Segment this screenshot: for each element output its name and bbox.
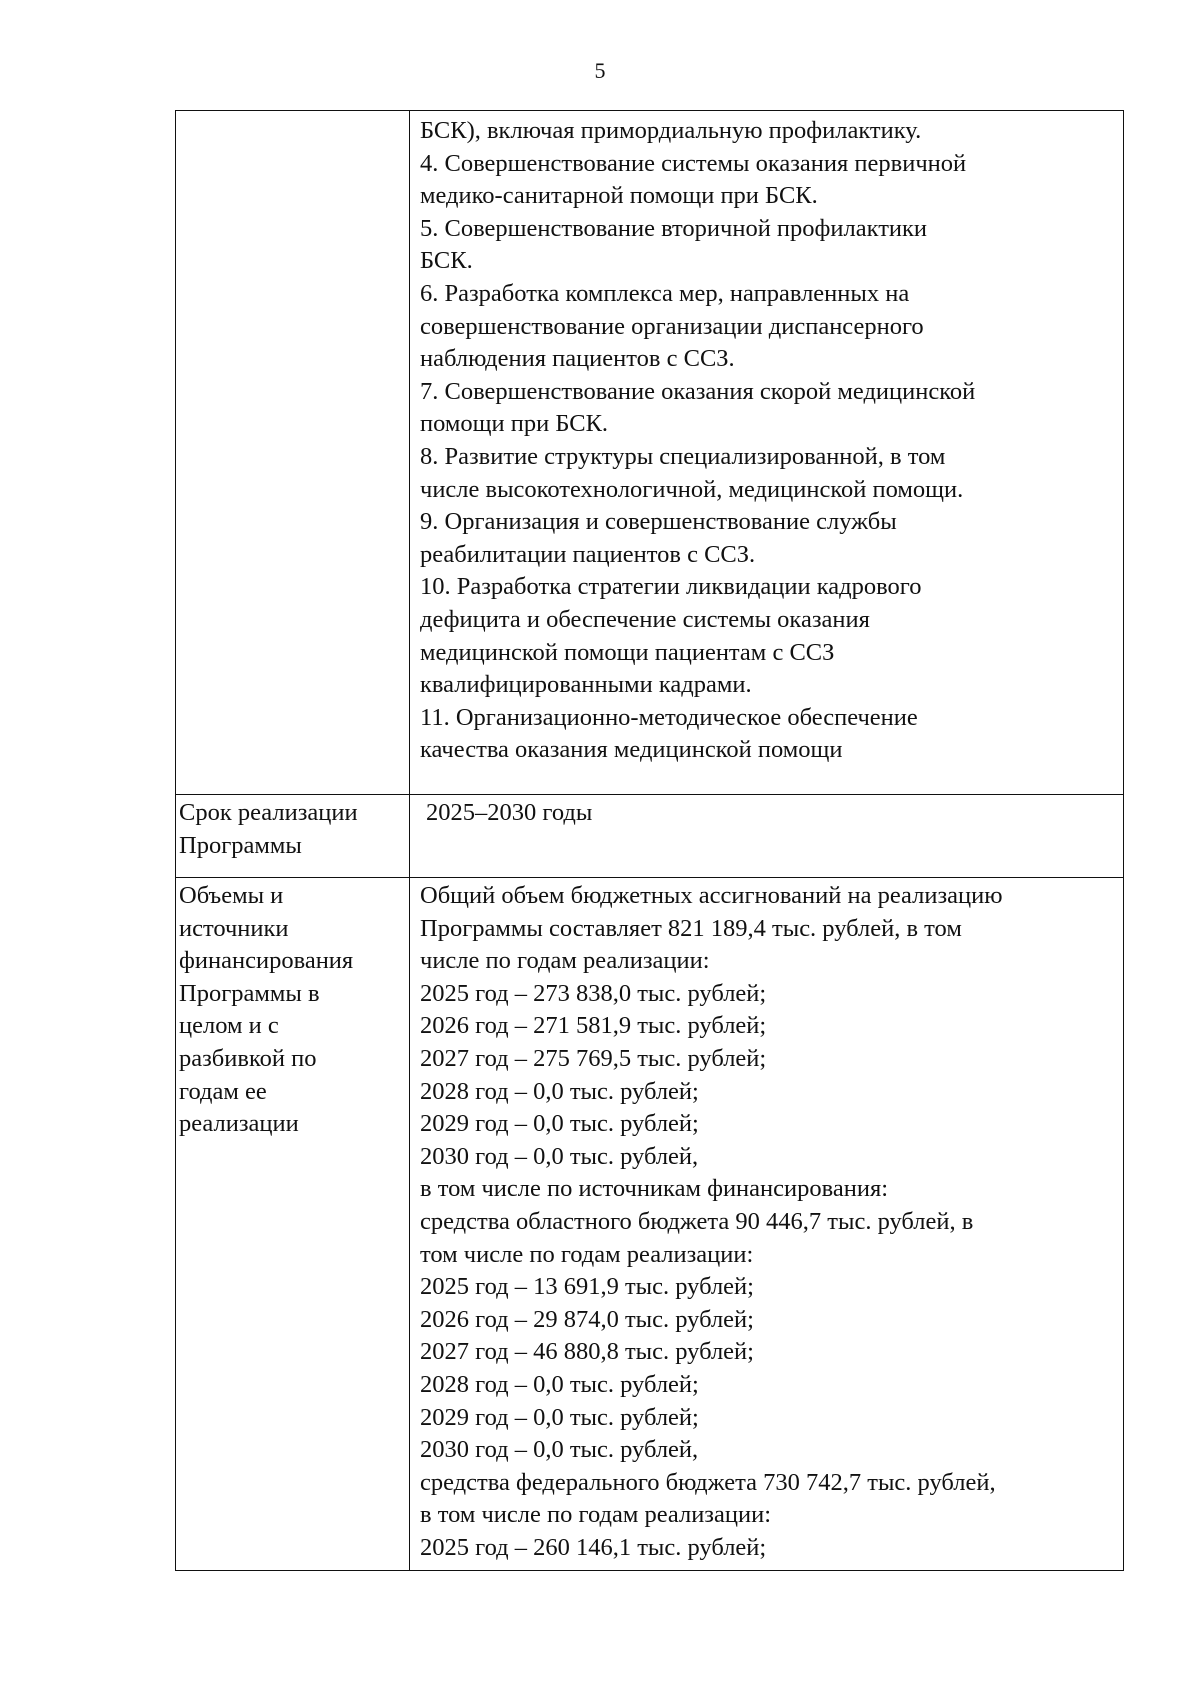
row-label-cell bbox=[176, 111, 410, 795]
row-content bbox=[410, 795, 1123, 830]
text-line: 9. Организация и совершенствование службы bbox=[420, 508, 897, 536]
row-label bbox=[176, 795, 409, 862]
text-line: 10. Разработка стратегии ликвидации кадрового bbox=[420, 573, 922, 601]
text-line: Срок реализации bbox=[179, 799, 358, 826]
text-line: финансирования bbox=[179, 947, 354, 975]
table-row-tasks bbox=[176, 111, 1124, 795]
table-row-funding bbox=[176, 878, 1124, 1571]
text-line: Программы в bbox=[179, 979, 320, 1007]
text-line: медицинской помощи пациентам с ССЗ bbox=[420, 638, 835, 666]
text-line: реабилитации пациентов с ССЗ. bbox=[420, 540, 756, 568]
text-line: БСК), включая примордиальную профилактику. bbox=[420, 117, 922, 144]
text-line: 2028 год – 0,0 тыс. рублей; bbox=[420, 1370, 699, 1398]
text-line: медико-санитарной помощи при БСК. bbox=[420, 182, 818, 210]
text-line: 2029 год – 0,0 тыс. рублей; bbox=[420, 1110, 699, 1138]
table-row-term bbox=[176, 795, 1124, 878]
text-line: 2025 год – 260 146,1 тыс. рублей; bbox=[420, 1533, 767, 1561]
text-line: наблюдения пациентов с ССЗ. bbox=[420, 345, 735, 373]
text-line: разбивкой по bbox=[179, 1044, 317, 1072]
text-line: Программы bbox=[179, 831, 302, 859]
row-content-cell bbox=[410, 111, 1124, 795]
row-content bbox=[410, 111, 1123, 767]
row-content-cell bbox=[410, 795, 1124, 878]
text-line: реализации bbox=[179, 1110, 299, 1138]
text-line: 2030 год – 0,0 тыс. рублей, bbox=[420, 1436, 699, 1464]
row-label bbox=[176, 878, 409, 1141]
text-line: 8. Развитие структуры специализированной, в том bbox=[420, 442, 946, 470]
program-passport-table bbox=[175, 110, 1124, 1571]
text-line: качества оказания медицинской помощи bbox=[420, 736, 843, 764]
text-line: 2025–2030 годы bbox=[426, 799, 593, 826]
text-line: 6. Разработка комплекса мер, направленных на bbox=[420, 279, 910, 307]
text-line: средства федерального бюджета 730 742,7 тыс. рублей, bbox=[420, 1468, 996, 1496]
text-line: Объемы и bbox=[179, 882, 284, 909]
text-line: 2026 год – 29 874,0 тыс. рублей; bbox=[420, 1305, 754, 1333]
row-label-cell bbox=[176, 878, 410, 1571]
text-line: 7. Совершенствование оказания скорой медицинской bbox=[420, 377, 976, 405]
text-line: дефицита и обеспечение системы оказания bbox=[420, 605, 870, 633]
text-line: 2025 год – 13 691,9 тыс. рублей; bbox=[420, 1273, 754, 1301]
text-line: Общий объем бюджетных ассигнований на реализацию bbox=[420, 882, 1003, 909]
text-line: 11. Организационно-методическое обеспечение bbox=[420, 703, 918, 731]
text-line: 2027 год – 275 769,5 тыс. рублей; bbox=[420, 1044, 767, 1072]
text-line: квалифицированными кадрами. bbox=[420, 671, 752, 699]
text-line: источники bbox=[179, 914, 289, 942]
text-line: средства областного бюджета 90 446,7 тыс. рублей, в bbox=[420, 1207, 974, 1235]
text-line: совершенствование организации диспансерного bbox=[420, 312, 924, 340]
row-content bbox=[410, 878, 1123, 1564]
text-line: 2029 год – 0,0 тыс. рублей; bbox=[420, 1403, 699, 1431]
text-line: в том числе по годам реализации: bbox=[420, 1501, 772, 1529]
text-line: 2026 год – 271 581,9 тыс. рублей; bbox=[420, 1012, 767, 1040]
text-line: числе высокотехнологичной, медицинской помощи. bbox=[420, 475, 964, 503]
text-line: 2028 год – 0,0 тыс. рублей; bbox=[420, 1077, 699, 1105]
text-line: в том числе по источникам финансирования: bbox=[420, 1175, 889, 1203]
page-number: 5 bbox=[594, 58, 606, 83]
text-line: том числе по годам реализации: bbox=[420, 1240, 754, 1268]
text-line: БСК. bbox=[420, 247, 473, 275]
text-line: 4. Совершенствование системы оказания первичной bbox=[420, 149, 967, 177]
row-label-cell bbox=[176, 795, 410, 878]
text-line: помощи при БСК. bbox=[420, 410, 609, 438]
text-line: 5. Совершенствование вторичной профилактики bbox=[420, 214, 928, 242]
text-line: 2027 год – 46 880,8 тыс. рублей; bbox=[420, 1338, 754, 1366]
row-content-cell bbox=[410, 878, 1124, 1571]
text-line: 2025 год – 273 838,0 тыс. рублей; bbox=[420, 979, 767, 1007]
text-line: Программы составляет 821 189,4 тыс. рублей, в том bbox=[420, 914, 962, 942]
text-line: числе по годам реализации: bbox=[420, 947, 710, 975]
text-line: годам ее bbox=[179, 1077, 267, 1105]
text-line: 2030 год – 0,0 тыс. рублей, bbox=[420, 1142, 699, 1170]
text-line: целом и с bbox=[179, 1012, 279, 1040]
